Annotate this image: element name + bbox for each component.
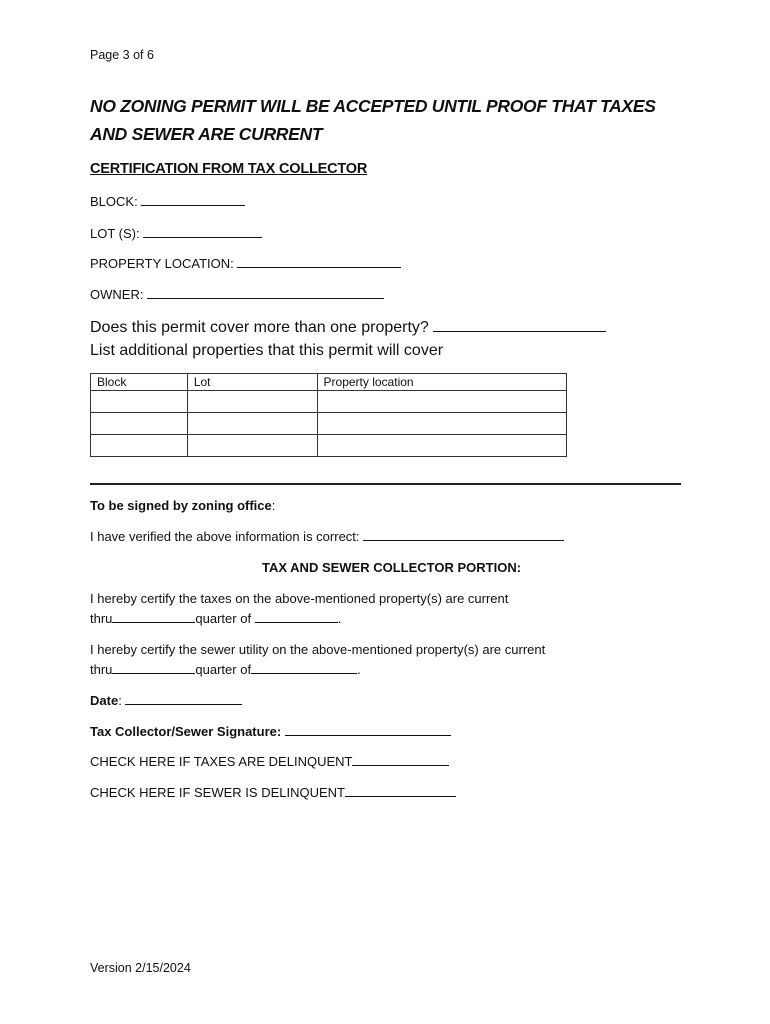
table-header-row xyxy=(91,374,567,391)
sewer-thru-label: thru xyxy=(90,662,113,677)
table-header-block: Block xyxy=(91,374,188,391)
table-row xyxy=(91,413,567,435)
taxes-thru-line[interactable] xyxy=(112,611,195,623)
table-cell-block[interactable] xyxy=(91,413,188,435)
table-cell-lot[interactable] xyxy=(187,413,317,435)
date-label: Date xyxy=(90,693,119,708)
section-divider xyxy=(90,483,681,485)
table-cell-property-location[interactable] xyxy=(317,435,566,457)
zoning-office-label-text: To be signed by zoning office xyxy=(90,498,272,513)
collector-portion-title: TAX AND SEWER COLLECTOR PORTION: xyxy=(262,560,522,575)
property-location-field xyxy=(90,256,401,271)
sewer-end: . xyxy=(357,662,361,677)
verify-signature-line[interactable] xyxy=(363,529,564,541)
date-input-line[interactable] xyxy=(125,693,242,705)
verify-field xyxy=(90,529,564,544)
taxes-end: . xyxy=(337,611,342,626)
lot-input-line[interactable] xyxy=(143,226,262,238)
check-taxes-label: CHECK HERE IF TAXES ARE DELINQUENT xyxy=(90,754,353,769)
block-field xyxy=(90,194,245,209)
multi-property-question xyxy=(90,318,606,337)
taxes-quarter-line[interactable] xyxy=(255,611,338,623)
sewer-quarter-of-label: quarter of xyxy=(195,662,252,677)
owner-input-line[interactable] xyxy=(147,287,384,299)
date-colon: : xyxy=(118,693,122,708)
heading-line-2: AND SEWER ARE CURRENT xyxy=(90,124,323,144)
table-cell-property-location[interactable] xyxy=(317,413,566,435)
block-label: BLOCK: xyxy=(90,194,138,209)
zoning-office-label-colon: : xyxy=(271,498,276,513)
check-sewer-label: CHECK HERE IF SEWER IS DELINQUENT xyxy=(90,785,345,800)
multi-property-answer-line[interactable] xyxy=(433,318,606,332)
check-sewer-field xyxy=(90,785,456,800)
table-cell-property-location[interactable] xyxy=(317,391,566,413)
lot-label: LOT (S): xyxy=(90,226,140,241)
heading-line-1: NO ZONING PERMIT WILL BE ACCEPTED UNTIL PROOF THAT TAXES xyxy=(90,96,656,116)
check-sewer-line[interactable] xyxy=(345,785,456,797)
check-taxes-field xyxy=(90,754,449,769)
verify-text: I have verified the above information is correct: xyxy=(90,529,360,544)
table-row xyxy=(91,435,567,457)
zoning-office-label xyxy=(90,498,275,513)
sewer-thru-line[interactable] xyxy=(112,662,195,674)
sewer-cert-line2 xyxy=(90,662,361,677)
signature-label: Tax Collector/Sewer Signature: xyxy=(90,724,282,739)
taxes-cert-line1: I hereby certify the taxes on the above-mentioned property(s) are current xyxy=(90,591,509,606)
table-header-property-location: Property location xyxy=(317,374,566,391)
version-footer: Version 2/15/2024 xyxy=(90,961,191,975)
multi-property-question-text: Does this permit cover more than one property? xyxy=(90,319,429,336)
certification-title: CERTIFICATION FROM TAX COLLECTOR xyxy=(90,161,368,177)
signature-field xyxy=(90,724,451,739)
table-cell-block[interactable] xyxy=(91,435,188,457)
taxes-cert-line2 xyxy=(90,611,341,626)
table-row xyxy=(91,391,567,413)
table-cell-block[interactable] xyxy=(91,391,188,413)
block-input-line[interactable] xyxy=(141,194,245,206)
table-header-lot: Lot xyxy=(187,374,317,391)
property-location-input-line[interactable] xyxy=(237,256,401,268)
signature-line[interactable] xyxy=(285,724,451,736)
taxes-quarter-of-label: quarter of xyxy=(195,611,252,626)
sewer-quarter-line[interactable] xyxy=(251,662,357,674)
property-location-label: PROPERTY LOCATION: xyxy=(90,256,234,271)
owner-label: OWNER: xyxy=(90,287,144,302)
additional-properties-table xyxy=(90,373,567,457)
check-taxes-line[interactable] xyxy=(352,754,449,766)
page-number: Page 3 of 6 xyxy=(90,48,154,62)
date-field xyxy=(90,693,242,708)
additional-properties-prompt: List additional properties that this permit will cover xyxy=(90,342,444,359)
owner-field xyxy=(90,287,384,302)
table-cell-lot[interactable] xyxy=(187,391,317,413)
taxes-thru-label: thru xyxy=(90,611,113,626)
table-cell-lot[interactable] xyxy=(187,435,317,457)
sewer-cert-line1: I hereby certify the sewer utility on the above-mentioned property(s) are current xyxy=(90,642,546,657)
lot-field xyxy=(90,226,262,241)
